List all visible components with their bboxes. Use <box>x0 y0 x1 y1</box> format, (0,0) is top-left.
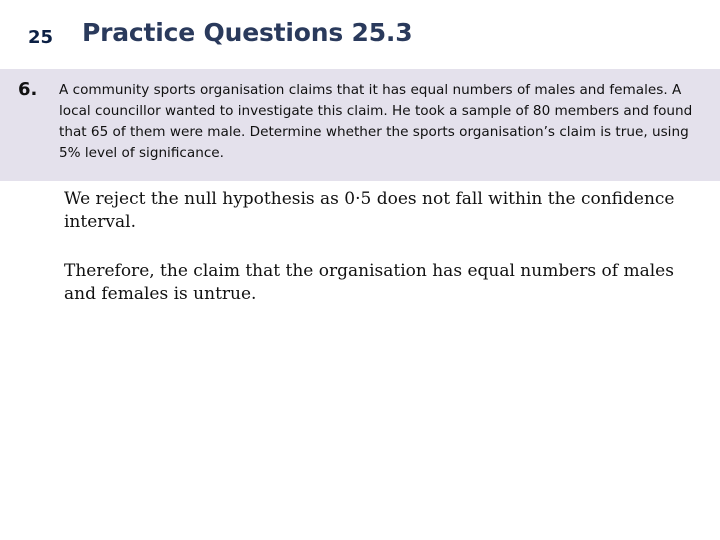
question-number: 6. <box>18 79 38 100</box>
answer-paragraph-2: Therefore, the claim that the organisation has equal numbers of males and females is untrue. <box>64 261 674 304</box>
page-title: Practice Questions 25.3 <box>82 18 413 47</box>
answer-paragraph-1: We reject the null hypothesis as 0·5 does not fall within the confidence interval. <box>64 189 675 232</box>
chapter-number: 25 <box>28 27 54 48</box>
question-text: A community sports organisation claims that it has equal numbers of males and females. A local councillor wanted to investigate this claim. He took a sample of 80 members and found that 65 of them were male. Determine whether the sports organisation’s claim is true, using 5% level of significance. <box>59 82 693 161</box>
chapter-tab <box>0 0 59 60</box>
question-panel <box>0 69 720 181</box>
